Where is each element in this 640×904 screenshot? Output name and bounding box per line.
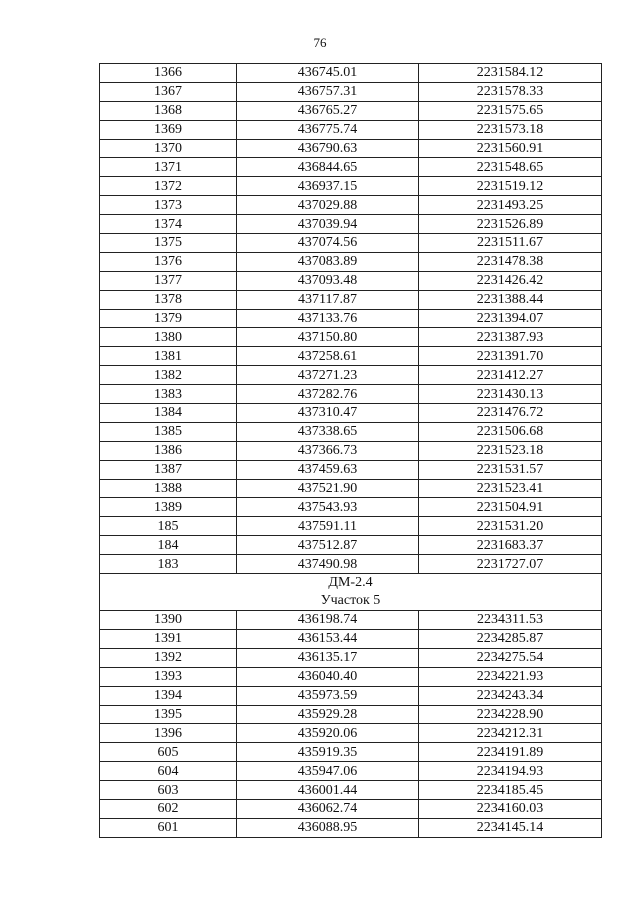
table-row <box>100 347 602 366</box>
y-coordinate-cell: 2234194.93 <box>419 762 602 781</box>
y-coordinate-cell: 2234311.53 <box>419 611 602 630</box>
y-coordinate-cell: 2231387.93 <box>419 328 602 347</box>
y-coordinate-cell: 2234145.14 <box>419 818 602 837</box>
table-row <box>100 404 602 423</box>
x-coordinate-cell: 435920.06 <box>237 724 419 743</box>
point-number-cell: 1395 <box>100 705 237 724</box>
table-row <box>100 818 602 837</box>
table-row <box>100 196 602 215</box>
point-number-cell: 1393 <box>100 667 237 686</box>
point-number-cell: 1376 <box>100 252 237 271</box>
y-coordinate-cell: 2231519.12 <box>419 177 602 196</box>
y-coordinate-cell: 2231575.65 <box>419 101 602 120</box>
table-row <box>100 215 602 234</box>
point-number-cell: 1380 <box>100 328 237 347</box>
point-number-cell: 1387 <box>100 460 237 479</box>
table-row <box>100 64 602 83</box>
table-row <box>100 724 602 743</box>
table-row <box>100 139 602 158</box>
table-row <box>100 309 602 328</box>
x-coordinate-cell: 437074.56 <box>237 234 419 253</box>
point-number-cell: 1374 <box>100 215 237 234</box>
table-row <box>100 177 602 196</box>
table-row <box>100 705 602 724</box>
x-coordinate-cell: 437521.90 <box>237 479 419 498</box>
point-number-cell: 1383 <box>100 385 237 404</box>
point-number-cell: 1390 <box>100 611 237 630</box>
table-row <box>100 629 602 648</box>
table-body-before <box>100 64 602 574</box>
point-number-cell: 1377 <box>100 271 237 290</box>
x-coordinate-cell: 436040.40 <box>237 667 419 686</box>
x-coordinate-cell: 437459.63 <box>237 460 419 479</box>
table-row <box>100 498 602 517</box>
x-coordinate-cell: 436765.27 <box>237 101 419 120</box>
point-number-cell: 602 <box>100 799 237 818</box>
point-number-cell: 1392 <box>100 648 237 667</box>
table-row <box>100 555 602 574</box>
x-coordinate-cell: 436062.74 <box>237 799 419 818</box>
y-coordinate-cell: 2234228.90 <box>419 705 602 724</box>
y-coordinate-cell: 2231476.72 <box>419 404 602 423</box>
x-coordinate-cell: 437083.89 <box>237 252 419 271</box>
point-number-cell: 1382 <box>100 366 237 385</box>
x-coordinate-cell: 437282.76 <box>237 385 419 404</box>
y-coordinate-cell: 2231493.25 <box>419 196 602 215</box>
table-row <box>100 101 602 120</box>
point-number-cell: 1371 <box>100 158 237 177</box>
y-coordinate-cell: 2231412.27 <box>419 366 602 385</box>
x-coordinate-cell: 436001.44 <box>237 781 419 800</box>
y-coordinate-cell: 2234160.03 <box>419 799 602 818</box>
x-coordinate-cell: 436745.01 <box>237 64 419 83</box>
table-row <box>100 517 602 536</box>
x-coordinate-cell: 436153.44 <box>237 629 419 648</box>
point-number-cell: 185 <box>100 517 237 536</box>
y-coordinate-cell: 2234191.89 <box>419 743 602 762</box>
table-row <box>100 158 602 177</box>
y-coordinate-cell: 2234243.34 <box>419 686 602 705</box>
x-coordinate-cell: 436775.74 <box>237 120 419 139</box>
y-coordinate-cell: 2234285.87 <box>419 629 602 648</box>
point-number-cell: 1370 <box>100 139 237 158</box>
table-row <box>100 441 602 460</box>
x-coordinate-cell: 437512.87 <box>237 536 419 555</box>
table-row <box>100 686 602 705</box>
section-title: ДМ-2.4 <box>328 575 373 591</box>
x-coordinate-cell: 437117.87 <box>237 290 419 309</box>
section-cell <box>100 574 602 611</box>
y-coordinate-cell: 2231388.44 <box>419 290 602 309</box>
y-coordinate-cell: 2231523.18 <box>419 441 602 460</box>
y-coordinate-cell: 2231391.70 <box>419 347 602 366</box>
table-row <box>100 799 602 818</box>
y-coordinate-cell: 2231504.91 <box>419 498 602 517</box>
point-number-cell: 1378 <box>100 290 237 309</box>
table-body-after <box>100 611 602 838</box>
table-row <box>100 762 602 781</box>
point-number-cell: 601 <box>100 818 237 837</box>
y-coordinate-cell: 2231526.89 <box>419 215 602 234</box>
point-number-cell: 1373 <box>100 196 237 215</box>
y-coordinate-cell: 2231531.20 <box>419 517 602 536</box>
table-row <box>100 536 602 555</box>
point-number-cell: 1384 <box>100 404 237 423</box>
y-coordinate-cell: 2231560.91 <box>419 139 602 158</box>
x-coordinate-cell: 437543.93 <box>237 498 419 517</box>
point-number-cell: 1379 <box>100 309 237 328</box>
y-coordinate-cell: 2234185.45 <box>419 781 602 800</box>
table-row <box>100 120 602 139</box>
x-coordinate-cell: 437039.94 <box>237 215 419 234</box>
point-number-cell: 1381 <box>100 347 237 366</box>
y-coordinate-cell: 2234275.54 <box>419 648 602 667</box>
x-coordinate-cell: 436088.95 <box>237 818 419 837</box>
y-coordinate-cell: 2231531.57 <box>419 460 602 479</box>
y-coordinate-cell: 2231573.18 <box>419 120 602 139</box>
x-coordinate-cell: 437150.80 <box>237 328 419 347</box>
point-number-cell: 1372 <box>100 177 237 196</box>
y-coordinate-cell: 2231683.37 <box>419 536 602 555</box>
x-coordinate-cell: 436844.65 <box>237 158 419 177</box>
y-coordinate-cell: 2231523.41 <box>419 479 602 498</box>
x-coordinate-cell: 437490.98 <box>237 555 419 574</box>
point-number-cell: 605 <box>100 743 237 762</box>
y-coordinate-cell: 2231478.38 <box>419 252 602 271</box>
point-number-cell: 1394 <box>100 686 237 705</box>
point-number-cell: 1388 <box>100 479 237 498</box>
y-coordinate-cell: 2231430.13 <box>419 385 602 404</box>
point-number-cell: 1366 <box>100 64 237 83</box>
y-coordinate-cell: 2234221.93 <box>419 667 602 686</box>
y-coordinate-cell: 2231426.42 <box>419 271 602 290</box>
x-coordinate-cell: 435929.28 <box>237 705 419 724</box>
table-row <box>100 385 602 404</box>
x-coordinate-cell: 436937.15 <box>237 177 419 196</box>
point-number-cell: 1389 <box>100 498 237 517</box>
table-row <box>100 667 602 686</box>
point-number-cell: 1375 <box>100 234 237 253</box>
coordinates-table <box>99 63 602 838</box>
x-coordinate-cell: 437338.65 <box>237 422 419 441</box>
point-number-cell: 603 <box>100 781 237 800</box>
section-header <box>100 574 602 611</box>
point-number-cell: 184 <box>100 536 237 555</box>
y-coordinate-cell: 2231578.33 <box>419 82 602 101</box>
point-number-cell: 1367 <box>100 82 237 101</box>
x-coordinate-cell: 435919.35 <box>237 743 419 762</box>
table-row <box>100 743 602 762</box>
table-row <box>100 422 602 441</box>
x-coordinate-cell: 437366.73 <box>237 441 419 460</box>
table-row <box>100 648 602 667</box>
table-row <box>100 781 602 800</box>
table-row <box>100 611 602 630</box>
point-number-cell: 1385 <box>100 422 237 441</box>
section-subtitle: Участок 5 <box>320 593 381 609</box>
y-coordinate-cell: 2231727.07 <box>419 555 602 574</box>
x-coordinate-cell: 436198.74 <box>237 611 419 630</box>
x-coordinate-cell: 437271.23 <box>237 366 419 385</box>
y-coordinate-cell: 2231506.68 <box>419 422 602 441</box>
x-coordinate-cell: 435947.06 <box>237 762 419 781</box>
x-coordinate-cell: 437591.11 <box>237 517 419 536</box>
table-row <box>100 328 602 347</box>
table-row <box>100 290 602 309</box>
y-coordinate-cell: 2231548.65 <box>419 158 602 177</box>
x-coordinate-cell: 436757.31 <box>237 82 419 101</box>
point-number-cell: 1369 <box>100 120 237 139</box>
table-row <box>100 460 602 479</box>
table-row <box>100 479 602 498</box>
y-coordinate-cell: 2231394.07 <box>419 309 602 328</box>
x-coordinate-cell: 435973.59 <box>237 686 419 705</box>
point-number-cell: 1396 <box>100 724 237 743</box>
table-row <box>100 252 602 271</box>
x-coordinate-cell: 437133.76 <box>237 309 419 328</box>
x-coordinate-cell: 437310.47 <box>237 404 419 423</box>
point-number-cell: 1386 <box>100 441 237 460</box>
point-number-cell: 1391 <box>100 629 237 648</box>
table-row <box>100 234 602 253</box>
table-row <box>100 271 602 290</box>
x-coordinate-cell: 437029.88 <box>237 196 419 215</box>
y-coordinate-cell: 2231511.67 <box>419 234 602 253</box>
x-coordinate-cell: 436790.63 <box>237 139 419 158</box>
page-number: 76 <box>313 35 327 50</box>
y-coordinate-cell: 2234212.31 <box>419 724 602 743</box>
x-coordinate-cell: 437258.61 <box>237 347 419 366</box>
table-row <box>100 82 602 101</box>
section-row <box>100 574 602 611</box>
x-coordinate-cell: 437093.48 <box>237 271 419 290</box>
point-number-cell: 1368 <box>100 101 237 120</box>
point-number-cell: 183 <box>100 555 237 574</box>
x-coordinate-cell: 436135.17 <box>237 648 419 667</box>
point-number-cell: 604 <box>100 762 237 781</box>
table-row <box>100 366 602 385</box>
y-coordinate-cell: 2231584.12 <box>419 64 602 83</box>
